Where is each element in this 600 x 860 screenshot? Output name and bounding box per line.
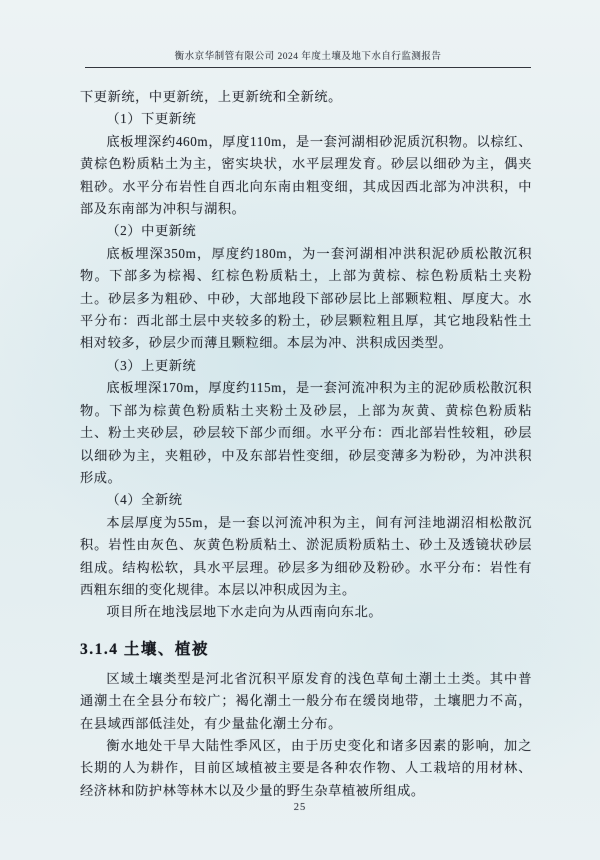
unit-1-label: （1）下更新统: [106, 111, 197, 127]
unit-2-label: （2）中更新统: [106, 223, 197, 239]
page-number: 25: [293, 802, 307, 813]
page-body: [80, 86, 532, 802]
unit-3-description: 底板埋深170m，厚度约115m，是一套河流冲积为主的泥砂质松散沉积物。下部为棕黄色粉质粘土夹粉土及砂层，上部为灰黄、黄棕色粉质粘土、粉土夹砂层，砂层较下部少而细。水平分布：西北部岩性较粗，砂层以细砂为主，夹粗砂，中及东部岩性变细，砂层变薄多为粉砂，为冲洪积形成。: [80, 380, 532, 485]
unit-2-description: 底板埋深350m，厚度约180m，为一套河湖相冲洪积泥砂质松散沉积物。下部多为棕褐、红棕色粉质粘土，上部为黄棕、棕色粉质粘土夹粉土。砂层多为粗砂、中砂，大部地段下部砂层比上部颗粒粗、厚度大。水平分布：西北部土层中夹较多的粉土，砂层颗粒粗且厚，其它地段粘性土相对较多，砂层少而薄且颗粒细。本层为冲、洪积成因类型。: [80, 245, 532, 351]
unit-4-label: （4）全新统: [106, 492, 183, 508]
unit-1-description: 底板埋深约460m，厚度110m，是一套河湖相砂泥质沉积物。以棕红、黄棕色粉质粘土为主，密实块状，水平层理发育。砂层以细砂为主，偶夹粗砂。水平分布岩性自西北向东南由粗变细，其成因西北部为冲洪积，中部及东南部为冲积与湖积。: [80, 133, 532, 217]
groundwater-direction-note: 项目所在地浅层地下水走向为从西南向东北。: [106, 604, 383, 620]
soil-paragraph-1: 区域土壤类型是河北省沉积平原发育的浅色草甸土潮土土类。其中普通潮土在全县分布较广；褐化潮土一般分布在缓岗地带，土壤肥力不高，在县域西部低洼处，有少量盐化潮土分布。: [80, 670, 532, 731]
soil-paragraph-2: 衡水地处干旱大陆性季风区，由于历史变化和诸多因素的影响，加之长期的人为耕作，目前区域植被主要是各种农作物、人工栽培的用材林、经济林和防护林等林木以及少量的野生杂草植被所组成。: [80, 737, 532, 798]
report-header-title: 衡水京华制管有限公司 2024 年度土壤及地下水自行监测报告: [174, 52, 442, 62]
unit-4-description: 本层厚度为55m，是一套以河流冲积为主，间有河洼地湖沼相松散沉积。岩性由灰色、灰黄色粉质粘土、淤泥质粉质粘土、砂土及透镜状砂层组成。结构松软，具水平层理。砂层多为细砂及粉砂。水平分布：岩性有西粗东细的变化规律。本层以冲积成因为主。: [80, 514, 532, 597]
header-divider: [85, 67, 531, 68]
section-heading-soil-vegetation: 3.1.4 土壤、植被: [80, 640, 209, 658]
continuation-paragraph: 下更新统，中更新统，上更新统和全新统。: [80, 89, 342, 104]
unit-3-label: （3）上更新统: [106, 357, 197, 373]
page-footer: [0, 797, 600, 815]
page-header: [85, 48, 531, 68]
